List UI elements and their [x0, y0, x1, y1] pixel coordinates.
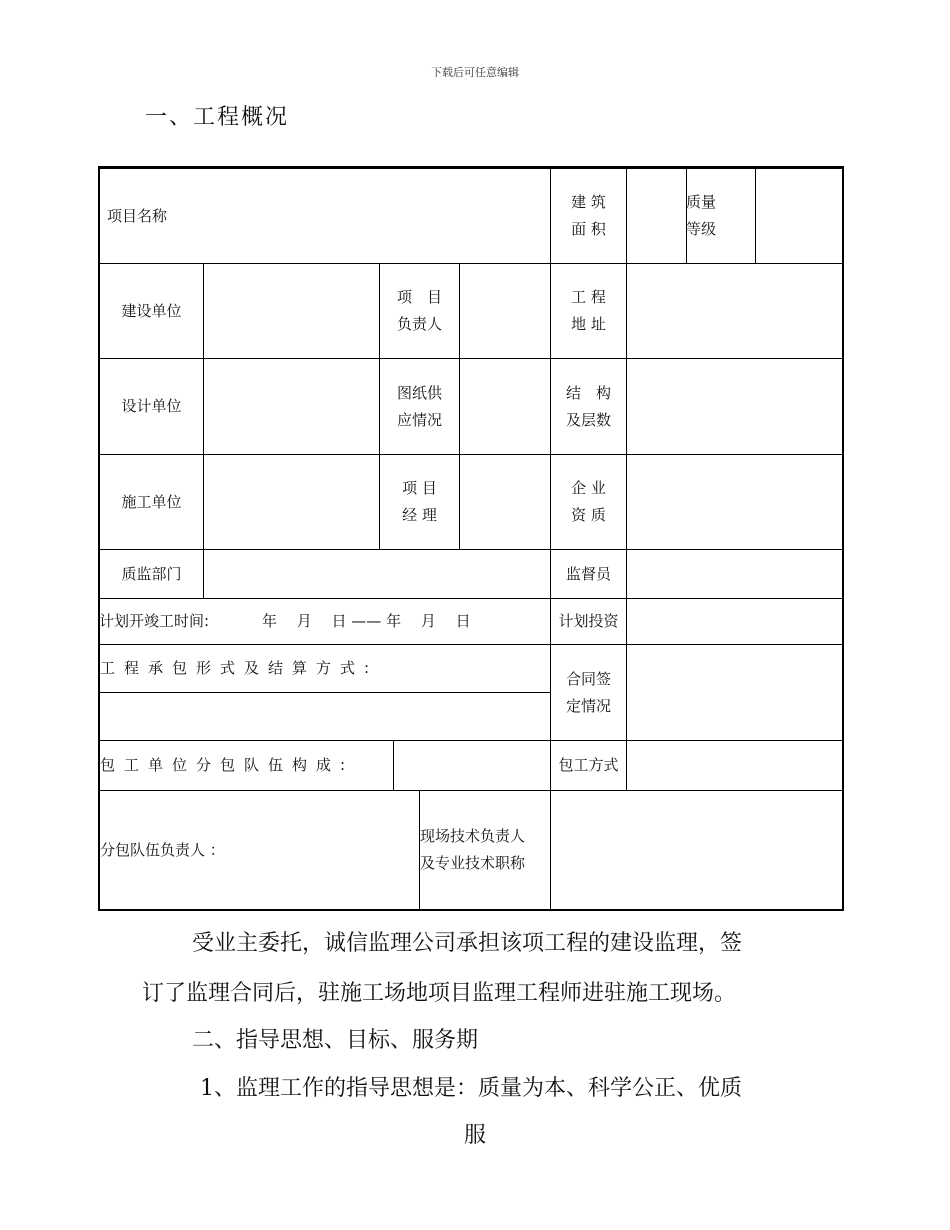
column-divider [459, 263, 460, 549]
table-border-right [842, 166, 844, 911]
row-divider [98, 263, 844, 264]
row-divider [98, 454, 844, 455]
structure-floors-label: 结 构 及层数 [565, 383, 611, 429]
drawing-supply-label: 图纸供 应情况 [396, 383, 442, 429]
construction-unit-label: 建设单位 [121, 301, 182, 320]
list-item-continuation: 服 [464, 1123, 487, 1148]
column-divider [755, 166, 756, 263]
project-manager-label: 项 目 经 理 [402, 479, 437, 524]
supervisor-label: 监督员 [565, 564, 611, 583]
row-divider [98, 549, 844, 550]
enterprise-qualification-label: 企 业 资 质 [571, 479, 606, 524]
project-address-label: 工 程 地 址 [571, 288, 606, 333]
tech-leader-label: 现场技术负责人 及专业技术职称 [420, 827, 526, 872]
list-item: 1、监理工作的指导思想是：质量为本、科学公正、优质 [200, 1076, 742, 1101]
contract-form-label: 工程承包形式及结算方式: [100, 659, 379, 677]
column-divider [626, 644, 627, 790]
team-leader-label: 分包队伍负责人 ： [100, 840, 225, 859]
planned-investment-label: 计划投资 [558, 612, 619, 630]
column-divider [203, 263, 204, 598]
table-border-bottom [98, 909, 844, 911]
section-heading: 二、指导思想、目标、服务期 [192, 1028, 479, 1053]
quality-grade-label: 质量 等级 [686, 193, 717, 238]
row-divider [98, 358, 844, 359]
project-leader-label: 项 目 负责人 [396, 288, 442, 333]
column-divider [393, 740, 394, 790]
schedule-label: 计划开竣工时间: [99, 612, 210, 630]
paragraph-line: 订了监理合同后，驻施工场地项目监理工程师进驻施工现场。 [142, 981, 737, 1006]
project-name-label: 项目名称 [107, 206, 168, 225]
building-area-label: 建 筑 面 积 [571, 193, 606, 238]
contract-signing-label: 合同签 定情况 [565, 669, 611, 715]
builder-unit-label: 施工单位 [121, 492, 182, 511]
column-divider [626, 166, 627, 598]
subcontract-team-label: 包工单位分包队伍构成: [100, 756, 355, 774]
schedule-dates: 年 月 日 —— 年 月 日 [262, 612, 471, 630]
header-note: 下载后可任意编辑 [431, 66, 519, 79]
contract-mode-label: 包工方式 [558, 756, 619, 774]
section-title: 一、工程概况 [145, 105, 290, 130]
paragraph-line: 受业主委托，诚信监理公司承担该项工程的建设监理，签 [192, 931, 743, 956]
design-unit-label: 设计单位 [121, 397, 182, 415]
column-divider [626, 598, 627, 644]
quality-supervision-dept-label: 质监部门 [121, 564, 182, 583]
row-divider [98, 692, 550, 693]
